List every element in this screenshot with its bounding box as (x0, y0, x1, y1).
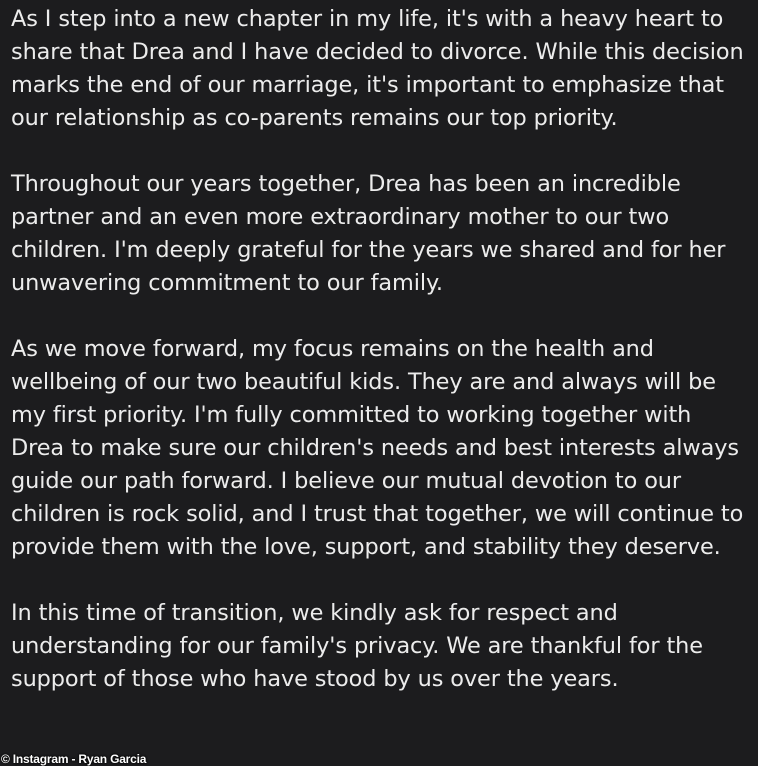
image-credit: © Instagram - Ryan Garcia (1, 752, 147, 766)
note-paragraph-4: In this time of transition, we kindly ask for respect and understanding for our family's privacy. We are thankful for the support of those who have stood by us over the years. (11, 600, 703, 692)
note-paragraph-3: As we move forward, my focus remains on the health and wellbeing of our two beautiful kids. They are and always will be my first priority. I'm fully committed to working together with Drea to make sure our children's needs and best interests always guide our path forward. I believe our mutual devotion to our children is rock solid, and I trust that together, we will continue to provide them with the love, support, and stability they deserve. (11, 336, 744, 560)
note-paragraph-1: As I step into a new chapter in my life, it's with a heavy heart to share that Drea and I have decided to divorce. While this decision marks the end of our marriage, it's important to emphasize that our relationship as co-parents remains our top priority. (11, 6, 744, 131)
note-paragraph-2: Throughout our years together, Drea has been an incredible partner and an even more extraordinary mother to our two children. I'm deeply grateful for the years we shared and for her unwavering commitment to our family. (11, 171, 726, 296)
